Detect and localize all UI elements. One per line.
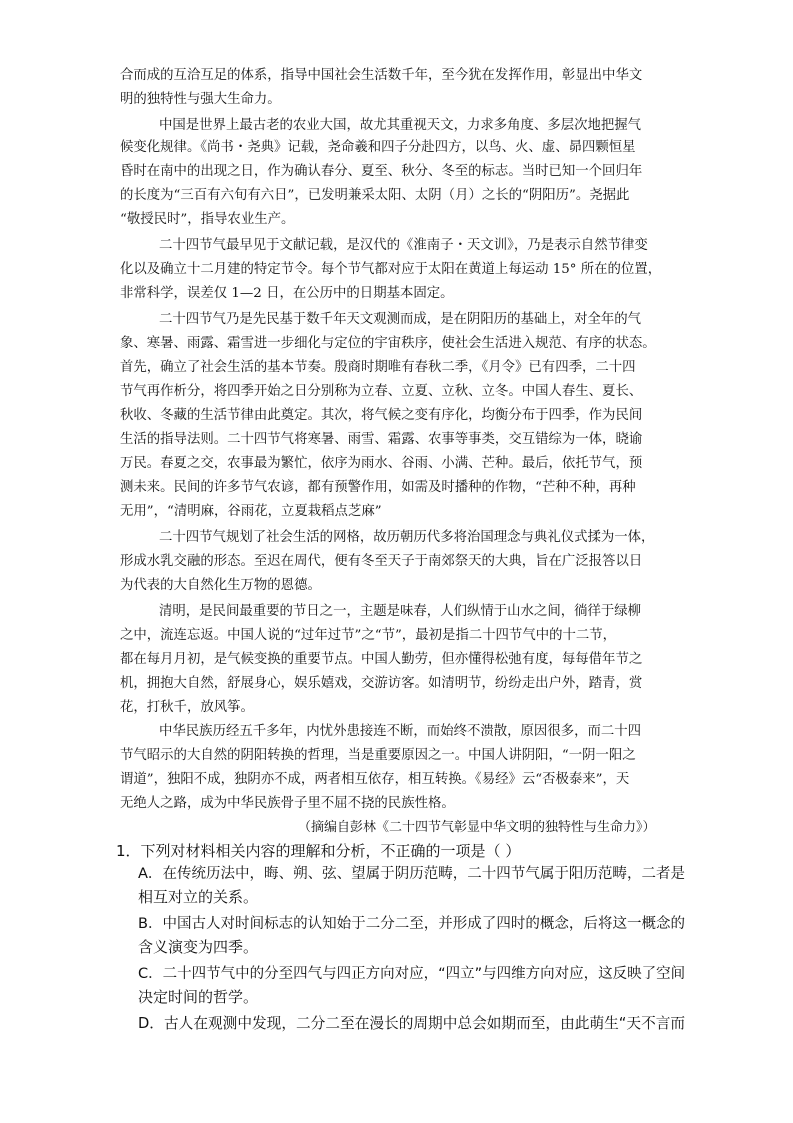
passage-line: 都在每月月初，是气候变换的重要节点。中国人勤劳，但亦懂得松弛有度，每每借年节之 — [120, 652, 643, 667]
passage-line: 万民。春夏之交，农事最为繁忙，依序为雨水、谷雨、小满、芒种。最后，依托节气，预 — [120, 456, 643, 471]
passage-line: 节气昭示的大自然的阴阳转换的哲理，当是重要原因之一。中国人讲阴阳，“一阴一阳之 — [120, 748, 636, 763]
passage-line: 的长度为“三百有六旬有六日”，已发明兼采太阳、太阴（月）之长的“阴阳历”。尧据此 — [120, 188, 630, 203]
passage-line: 明的独特性与强大生命力。 — [120, 92, 281, 107]
passage-line: 化以及确立十二月建的特定节令。每个节气都对应于太阳在黄道上每运动 15° 所在的位置， — [120, 262, 662, 277]
passage-line: 首先，确立了社会生活的基本节奏。殷商时期唯有春秋二季，《月令》已有四季，二十四 — [120, 360, 636, 375]
option-a-continued: 相互对立的关系。 — [138, 888, 259, 906]
passage-line: 二十四节气最早见于文献记载，是汉代的《淮南子・天文训》，乃是表示自然节律变 — [159, 238, 648, 253]
passage-line: 象、寒暑、雨露、霜雪进一步细化与定位的宇宙秩序，使社会生活进入规范、有序的状态。 — [120, 336, 656, 351]
passage-line: 二十四节气乃是先民基于数千年天文观测而成，是在阴阳历的基础上，对全年的气 — [159, 312, 642, 327]
passage-line: 无绝人之路，成为中华民族骨子里不屈不挠的民族性格。 — [120, 796, 455, 811]
passage-source: （摘编自彭林《二十四节气彰显中华文明的独特性与生命力》） — [298, 820, 656, 835]
passage-line: 昏时在南中的出现之日，作为确认春分、夏至、秋分、冬至的标志。当时已知一个回归年 — [120, 164, 643, 179]
passage-line: 之中，流连忘返。中国人说的“过年过节”之“节”，最初是指二十四节气中的十二节， — [120, 628, 617, 643]
passage-line: 节气再作析分，将四季开始之日分别称为立春、立夏、立秋、立冬。中国人春生、夏长、 — [120, 384, 643, 399]
passage-line: 中华民族历经五千多年，内忧外患接连不断，而始终不溃散，原因很多，而二十四 — [159, 724, 642, 739]
option-b-continued: 含义演变为四季。 — [138, 938, 259, 956]
passage-line: 谓道”，独阳不成，独阴亦不成，两者相互依存，相互转换。《易经》云“否极泰来”，天 — [120, 772, 630, 787]
passage-line: 清明，是民间最重要的节日之一，主题是味春，人们纵情于山水之间，徜徉于绿柳 — [159, 604, 642, 619]
passage-line: 秋收、冬藏的生活节律由此奠定。其次，将气候之变有序化，均衡分布于四季，作为民间 — [120, 408, 643, 423]
passage-line: 为代表的大自然化生万物的恩德。 — [120, 578, 321, 593]
passage-line: 测未来。民间的许多节气农谚，都有预警作用，如需及时播种的作物，“芒种不种，再种 — [120, 480, 636, 495]
option-a: A．在传统历法中，晦、朔、弦、望属于阴历范畴，二十四节气属于阳历范畴，二者是 — [138, 866, 686, 882]
passage-line: 花，打秋千，放风筝。 — [120, 700, 254, 715]
passage-line: 候变化规律。《尚书・尧典》记载，尧命羲和四子分赴四方，以鸟、火、虚、昴四颗恒星 — [120, 140, 636, 155]
passage-line: 二十四节气规划了社会生活的网格，故历朝历代多将治国理念与典礼仪式揉为一体， — [159, 530, 655, 545]
passage-line: 非常科学，误差仅 1—2 日，在公历中的日期基本固定。 — [120, 286, 454, 301]
passage-line: “敬授民时”，指导农业生产。 — [120, 212, 295, 227]
passage-line: 合而成的互洽互足的体系，指导中国社会生活数千年，至今犹在发挥作用，彰显出中华文 — [120, 68, 643, 83]
passage-line: 机，拥抱大自然，舒展身心，娱乐嬉戏，交游访客。如清明节，纷纷走出户外，踏青，赏 — [120, 676, 643, 691]
passage-line: 无用”，“清明麻，谷雨花，立夏栽稻点芝麻” — [120, 504, 382, 519]
question-stem: 1．下列对材料相关内容的理解和分析，不正确的一项是（ ） — [116, 842, 521, 860]
option-c: C．二十四节气中的分至四气与四正方向对应，“四立”与四维方向对应，这反映了空间 — [138, 966, 686, 982]
option-b: B．中国古人对时间标志的认知始于二分二至，并形成了四时的概念，后将这一概念的 — [138, 916, 686, 932]
option-c-continued: 决定时间的哲学。 — [138, 988, 259, 1006]
option-d: D．古人在观测中发现，二分二至在漫长的周期中总会如期而至，由此萌生“天不言而 — [138, 1015, 686, 1032]
passage-line: 中国是世界上最古老的农业大国，故尤其重视天文，力求多角度、多层次地把握气 — [159, 118, 642, 133]
passage-line: 形成水乳交融的形态。至迟在周代，便有冬至天子于南郊祭天的大典，旨在广泛报答以日 — [120, 554, 643, 569]
passage-line: 生活的指导法则。二十四节气将寒暑、雨雪、霜露、农事等事类，交互错综为一体，晓谕 — [120, 432, 643, 447]
